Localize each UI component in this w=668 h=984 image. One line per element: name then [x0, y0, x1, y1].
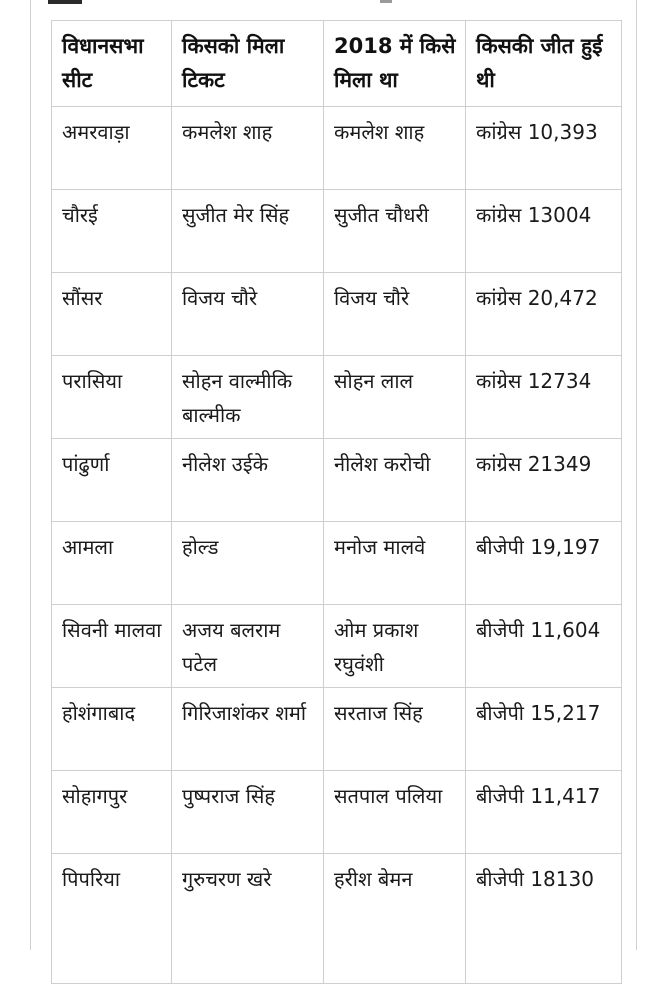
header-winner: किसकी जीत हुई थी: [466, 21, 622, 107]
table-row: [52, 854, 622, 984]
cell-ticket-given: नीलेश उईके: [172, 439, 324, 522]
top-divider-mark: [48, 0, 82, 4]
table-row: [52, 688, 622, 771]
table-header-row: [52, 21, 622, 107]
cell-winner: कांग्रेस 20,472: [466, 273, 622, 356]
cell-winner: बीजेपी 15,217: [466, 688, 622, 771]
table-row: [52, 356, 622, 439]
cell-2018-ticket: ओम प्रकाश रघुवंशी: [324, 605, 466, 688]
cell-2018-ticket: हरीश बेमन: [324, 854, 466, 984]
cell-winner: बीजेपी 11,417: [466, 771, 622, 854]
table-row: [52, 273, 622, 356]
cell-ticket-given: विजय चौरे: [172, 273, 324, 356]
table-row: [52, 439, 622, 522]
cell-seat: चौरई: [52, 190, 172, 273]
cell-2018-ticket: सरताज सिंह: [324, 688, 466, 771]
cell-seat: होशंगाबाद: [52, 688, 172, 771]
header-ticket-given: किसको मिला टिकट: [172, 21, 324, 107]
cell-2018-ticket: कमलेश शाह: [324, 107, 466, 190]
cell-ticket-given: अजय बलराम पटेल: [172, 605, 324, 688]
cell-2018-ticket: विजय चौरे: [324, 273, 466, 356]
table-row: [52, 107, 622, 190]
cell-winner: कांग्रेस 13004: [466, 190, 622, 273]
table-row: [52, 605, 622, 688]
cell-seat: परासिया: [52, 356, 172, 439]
election-seat-table: [51, 20, 622, 984]
cell-2018-ticket: मनोज मालवे: [324, 522, 466, 605]
cell-winner: कांग्रेस 12734: [466, 356, 622, 439]
cell-seat: सौंसर: [52, 273, 172, 356]
cell-ticket-given: कमलेश शाह: [172, 107, 324, 190]
cell-seat: पांढुर्णा: [52, 439, 172, 522]
table-row: [52, 522, 622, 605]
cell-ticket-given: होल्ड: [172, 522, 324, 605]
cell-winner: कांग्रेस 10,393: [466, 107, 622, 190]
cell-2018-ticket: सुजीत चौधरी: [324, 190, 466, 273]
cell-winner: बीजेपी 18130: [466, 854, 622, 984]
header-2018-ticket: 2018 में किसे मिला था: [324, 21, 466, 107]
cell-2018-ticket: सोहन लाल: [324, 356, 466, 439]
header-seat: विधानसभा सीट: [52, 21, 172, 107]
cell-seat: अमरवाड़ा: [52, 107, 172, 190]
cell-2018-ticket: नीलेश करोची: [324, 439, 466, 522]
cell-seat: आमला: [52, 522, 172, 605]
table-row: [52, 190, 622, 273]
table-row: [52, 771, 622, 854]
cell-ticket-given: सुजीत मेर सिंह: [172, 190, 324, 273]
top-divider-dot: [380, 0, 392, 3]
cell-seat: सिवनी मालवा: [52, 605, 172, 688]
cell-ticket-given: गिरिजाशंकर शर्मा: [172, 688, 324, 771]
cell-ticket-given: गुरुचरण खरे: [172, 854, 324, 984]
cell-winner: बीजेपी 11,604: [466, 605, 622, 688]
cell-ticket-given: पुष्पराज सिंह: [172, 771, 324, 854]
cell-ticket-given: सोहन वाल्मीकि बाल्मीक: [172, 356, 324, 439]
cell-winner: बीजेपी 19,197: [466, 522, 622, 605]
cell-seat: पिपरिया: [52, 854, 172, 984]
cell-winner: कांग्रेस 21349: [466, 439, 622, 522]
cell-seat: सोहागपुर: [52, 771, 172, 854]
cell-2018-ticket: सतपाल पलिया: [324, 771, 466, 854]
